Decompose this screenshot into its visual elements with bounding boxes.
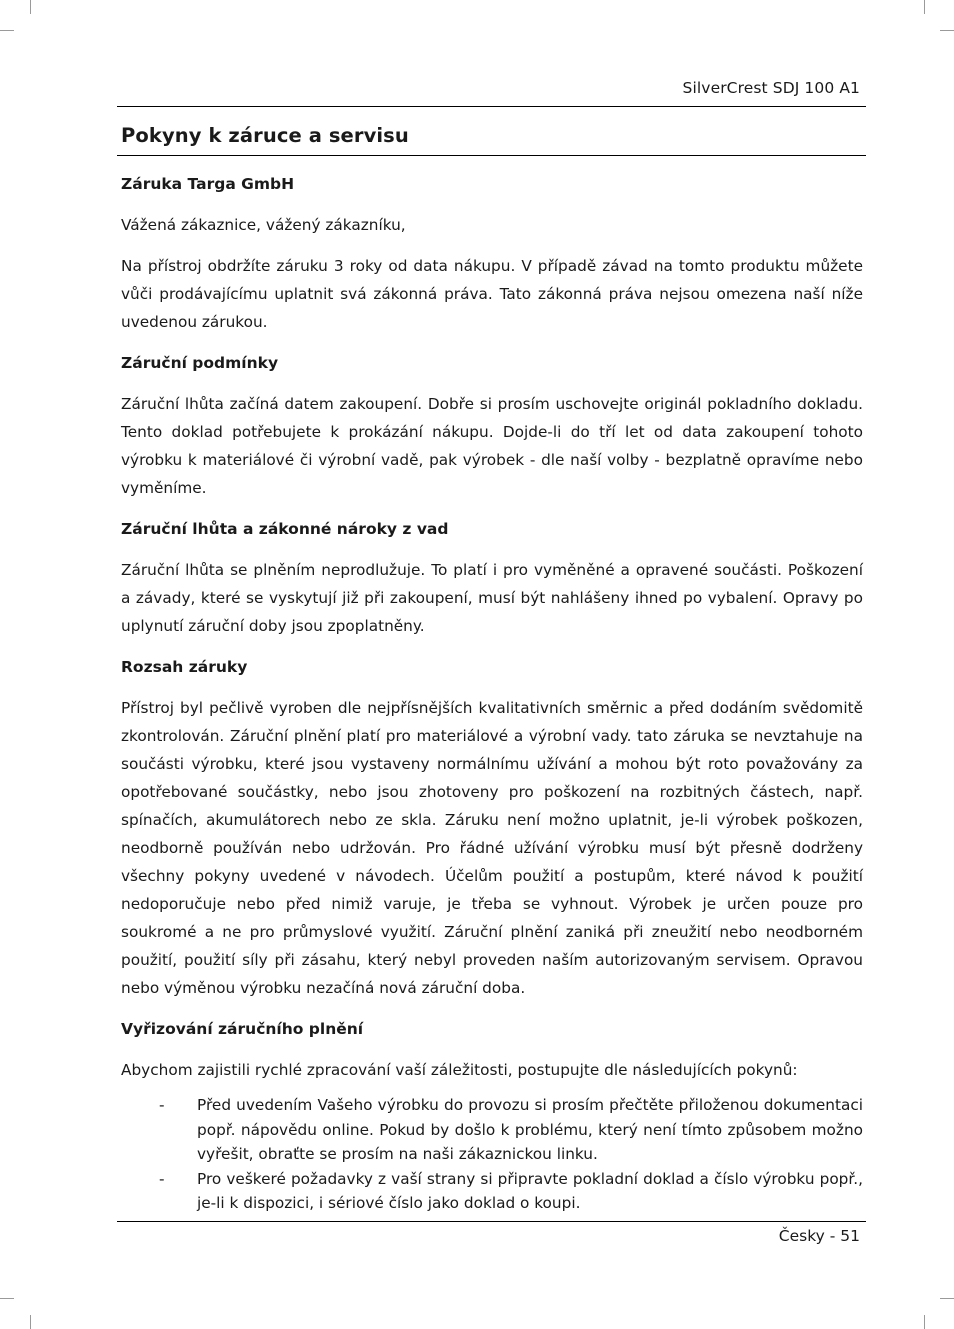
section-warranty-handling: [121, 1015, 863, 1216]
list-item-text: Pro veškeré požadavky z vaší strany si připravte pokladní doklad a číslo výrobku popř., je-li k dispozici, i sériové číslo jako doklad o koupi.: [197, 1169, 863, 1212]
section-heading: Záruční podmínky: [121, 354, 279, 372]
crop-mark: [924, 0, 925, 14]
paragraph: Záruční lhůta se plněním neprodlužuje. To platí i pro vyměněné a opravené součásti. Poškození a závady, které se vyskytují již při zakoupení, musí být nahlášeny ihned po vybalení. Opravy po uplynutí záruční doby jsou zpoplatněny.: [121, 561, 863, 635]
bullet-marker: -: [159, 1169, 165, 1188]
paragraph: Přístroj byl pečlivě vyroben dle nejpřísnějších kvalitativních směrnic a před dodáním svědomitě zkontrolován. Záruční plnění platí pro materiálové a výrobní vady. tato záruka se nevztahuje na součásti výrobku, které jsou vystaveny normálnímu užívání a mohou být roto považovány za opotřebované součástky, nebo jsou zhotoveny pro poškození na rozbitných částech, např. spínačích, akumulátorech nebo ze skla. Záruku není možno uplatnit, je-li výrobek poškozen, neodborně používán nebo udržován. Pro řádné užívání výrobku musí být přesně dodrženy všechny pokyny uvedené v návodech. Účelům použití a postupům, které návod k použití nedoporučuje nebo před nimiž varuje, je třeba se vyhnout. Výrobek je určen pouze pro soukromé a ne pro průmyslové využití. Záruční plnění zaniká při zneužití nebo neodborném použití, použití síly při zásahu, který nebyl proveden naším autorizovaným servisem. Opravou nebo výměnou výrobku nezačíná nová záruční doba.: [121, 699, 863, 997]
crop-mark: [940, 30, 954, 31]
section-heading: Rozsah záruky: [121, 658, 248, 676]
crop-mark: [924, 1315, 925, 1329]
section-heading: Záruční lhůta a zákonné nároky z vad: [121, 520, 449, 538]
page-title: Pokyny k záruce a servisu: [121, 124, 409, 147]
section-heading: Vyřizování záručního plnění: [121, 1020, 364, 1038]
instruction-list: [121, 1093, 863, 1216]
list-item: [121, 1093, 863, 1167]
paragraph: Záruční lhůta začíná datem zakoupení. Dobře si prosím uschovejte originál pokladního dokladu. Tento doklad potřebujete k prokázání nákupu. Dojde-li do tří let od data zakoupení tohoto výrobku k materiálové či výrobní vadě, pak výrobek - dle naší volby - bezplatně opravíme nebo vyměníme.: [121, 395, 863, 497]
document-body: [121, 170, 863, 1216]
section-warranty-targa: [121, 170, 863, 336]
crop-mark: [940, 1298, 954, 1299]
crop-mark: [0, 1298, 14, 1299]
section-warranty-scope: [121, 653, 863, 1002]
section-warranty-period: [121, 515, 863, 640]
title-rule: [117, 155, 866, 156]
crop-mark: [30, 1315, 31, 1329]
header-rule: [117, 106, 866, 107]
paragraph: Abychom zajistili rychlé zpracování vaší záležitosti, postupujte dle následujících pokynů:: [121, 1061, 798, 1079]
crop-mark: [0, 30, 14, 31]
paragraph-greeting: Vážená zákaznice, vážený zákazníku,: [121, 216, 406, 234]
section-heading: Záruka Targa GmbH: [121, 175, 295, 193]
header-product-name: SilverCrest SDJ 100 A1: [682, 79, 860, 97]
list-item: [121, 1167, 863, 1216]
crop-mark: [30, 0, 31, 14]
bullet-marker: -: [159, 1096, 165, 1114]
footer-rule: [117, 1221, 866, 1222]
page-number: Česky - 51: [778, 1227, 860, 1245]
paragraph: Na přístroj obdržíte záruku 3 roky od data nákupu. V případě závad na tomto produktu můžete vůči prodávajícímu uplatnit svá zákonná práva. Tato zákonná práva nejsou omezena naší níže uvedenou zárukou.: [121, 257, 863, 331]
section-warranty-conditions: [121, 349, 863, 502]
list-item-text: Před uvedením Vašeho výrobku do provozu si prosím přečtěte přiloženou dokumentaci popř. nápovědu online. Pokud by došlo k problému, který není tímto způsobem možno vyřešit, obraťte se prosím na naši zákaznickou linku.: [197, 1096, 863, 1163]
